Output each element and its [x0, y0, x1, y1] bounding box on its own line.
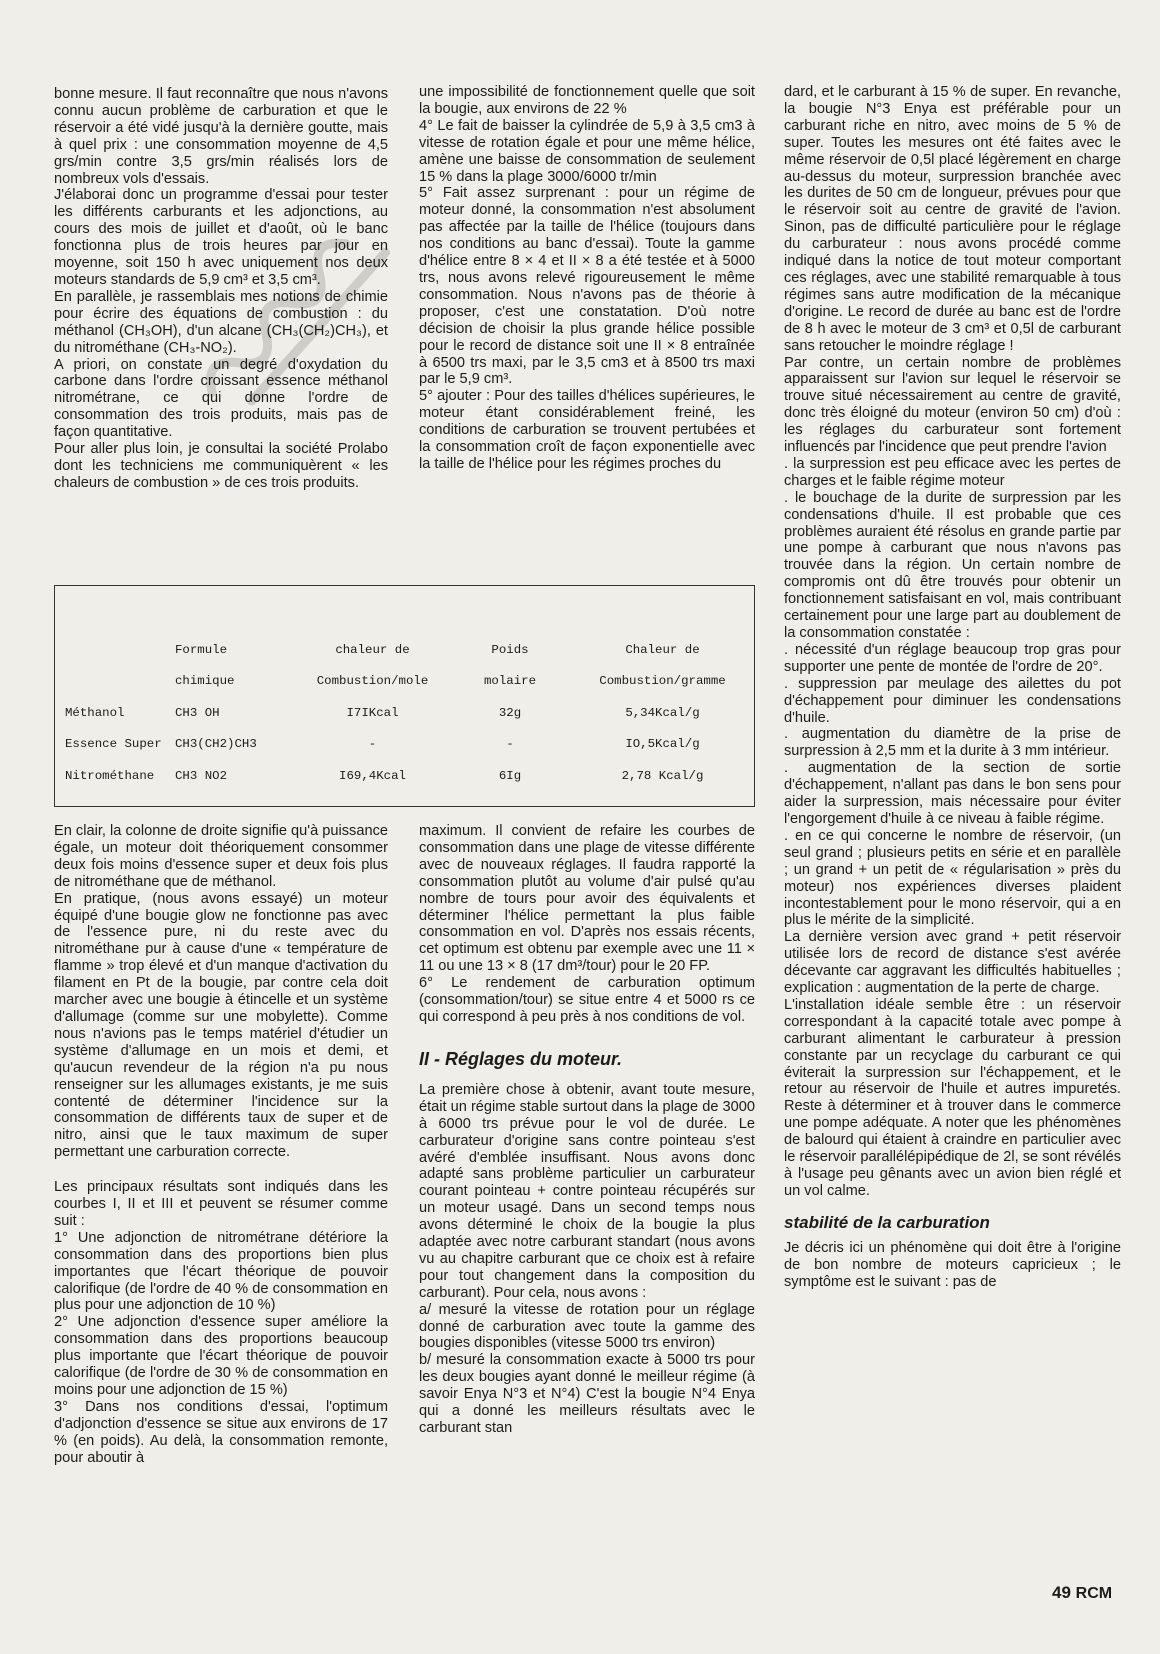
section-heading: II - Réglages du moteur. — [419, 1048, 623, 1069]
paragraph: 6° Le rendement de carburation optimum (consommation/tour) se situe entre 4 et 5000 rs ce qui correspond à peu près à nos conditions de vol. — [419, 975, 755, 1025]
table-header-row — [65, 634, 755, 666]
paragraph: . le bouchage de la durite de surpression par les condensations d'huile. Il est probable que ces problèmes auraient été résolus en grande partie par une pompe à carburant que nous n'avons pas trouvée dans la région. Un certain nombre de compromis ont dû être trouvés pour obtenir un fonctionnement satisfaisant en vol, mais contribuant certainement pour une large part au doublement de la consommation constatée : — [784, 489, 1121, 641]
table-header-cell: Combustion/mole — [316, 674, 429, 689]
column-3 — [784, 84, 1121, 1291]
table-cell: I69,4Kcal — [339, 768, 406, 783]
page-number: 49 — [1052, 1583, 1071, 1602]
paragraph: 5° ajouter : Pour des tailles d'hélices supérieures, le moteur étant considérablement freiné, les conditions de carburation se trouvent pertubées et la consommation croît de façon exponentielle avec la taille de l'hélice pour les régimes proches du — [419, 388, 755, 472]
magazine-name: RCM — [1075, 1585, 1113, 1602]
table-header-cell — [65, 634, 175, 666]
paragraph: J'élaborai donc un programme d'essai pour tester les différents carburants et les adjonctions, au cours des mois de juillet et d'août, où le banc fonctionna plus de trois heures par jour en moyenne, soit 150 h avec uniquement nos deux moteurs standards de 5,9 cm³ et 3,5 cm³. — [54, 187, 388, 288]
paragraph: . augmentation du diamètre de la prise de surpression à 2,5 mm et la durite à 3 mm intérieur. — [784, 726, 1121, 760]
paragraph: A priori, on constate un degré d'oxydation du carbone dans l'ordre croissant essence méthanol nitrométrane, ce qui donne l'ordre de consommation des trois produits, mais pas de façon quantitative. — [54, 356, 388, 441]
paragraph: b/ mesuré la consommation exacte à 5000 trs pour les deux bougies ayant donné le meilleur régime (à savoir Enya N°3 et N°4) C'est la bougie N°4 Enya qui a donné les meilleurs résultats avec le carburant stan — [419, 1352, 755, 1436]
combustion-heat-table — [54, 585, 755, 807]
table-cell: IO,5Kcal/g — [625, 737, 700, 752]
paragraph: En pratique, (nous avons essayé) un moteur équipé d'une bougie glow ne fonctionne pas avec de l'essence pure, ni du reste avec du nitrométhane pur à cause d'une « température de flamme » trop élevé et d'un manque d'activation du filament en Pt de la bougie, par contre cela doit marcher avec une bougie à étincelle et un système d'allumage (comme sur une mobylette). Comme nous n'avions pas le temps matériel d'étudier un système d'allumage en un mois et demi, et qu'aucun revendeur de la région n'a pu nous renseigner sur les allumages existants, je me suis contenté de déterminer l'incidence sur la consommation de différents taux de super et de nitro, ainsi que le taux maximum de super permettant une carburation correcte. — [54, 890, 388, 1161]
table-cell: 2,78 Kcal/g — [621, 768, 704, 783]
paragraph: . suppression par meulage des ailettes du pot d'échappement pour diminuer les condensations d'huile. — [784, 675, 1121, 726]
paragraph: Par contre, un certain nombre de problèmes apparaissent sur l'avion sur lequel le réservoir se trouve situé nécessairement au centre de gravité, donc très éloigné du moteur (environ 50 cm) d'où : les réglages du carburateur sont fortement influencés par l'incidence que peut prendre l'avion — [784, 354, 1121, 456]
table-header-cell: chimique — [175, 674, 235, 689]
paragraph: maximum. Il convient de refaire les courbes de consommation dans une plage de vitesse différente avec de nouveaux réglages. Il faudra rapporté la consommation plutôt au volume d'air pulsé qu'au nombre de tours pour avoir des équivalents et déterminer l'hélice permettant la plus faible consommation en vol. D'après nos essais récents, cet optimum est obtenu par exemple avec une 11 × 11 ou une 13 × 8 (17 dm³/tour) pour le 20 FP. — [419, 823, 755, 975]
column-2-top — [419, 84, 755, 473]
table-cell: Essence Super — [65, 737, 162, 752]
table-row — [65, 729, 755, 761]
table-cell: Nitrométhane — [65, 768, 155, 783]
table-header-row — [65, 666, 755, 698]
table-cell: 5,34Kcal/g — [625, 705, 700, 720]
table-header-cell: molaire — [483, 674, 537, 689]
paragraph: dard, et le carburant à 15 % de super. En revanche, la bougie N°3 Enya est préférable pour un carburant riche en nitro, avec moins de 5 % de super. Toutes les mesures ont été faites avec le même réservoir de 0,5l placé légèrement en charge au-dessus du moteur, surpression branchée avec les durites de 50 cm de longueur, prévues pour que le réservoir soit au centre de gravité de l'avion. Sinon, pas de difficulté particulière pour le réglage du carburateur : nous avons procédé comme indiqué dans la notice de tout moteur comportant ces réglages, avec une stabilité remarquable à tous régimes sans autre modification de la mécanique d'origine. Le record de durée au banc est de l'ordre de 8 h avec le moteur de 3 cm³ et 0,5l de carburant sans retoucher le moindre réglage ! — [784, 84, 1121, 354]
paragraph: 1° Une adjonction de nitrométrane détériore la consommation dans des proportions bien plus importantes que l'écart théorique de pouvoir calorifique (de l'ordre de 40 % de consommation en plus pour une adjonction de 10 %) — [54, 1229, 388, 1314]
table-cell: 32g — [498, 705, 522, 720]
section-heading: stabilité de la carburation — [784, 1212, 990, 1232]
table-header-cell: Chaleur de — [625, 642, 700, 657]
table-header-cell: chaleur de — [335, 642, 410, 657]
table-cell: Méthanol — [65, 705, 125, 720]
paragraph: En parallèle, je rassemblais mes notions de chimie pour écrire des équations de combustion : du méthanol (CH₃OH), d'un alcane (CH₃(CH₂)CH₃), et du nitrométhane (CH₃-NO₂). — [54, 288, 388, 356]
paragraph: 2° Une adjonction d'essence super améliore la consommation dans des proportions beaucoup plus importante que l'écart théorique de pouvoir calorifique (de l'ordre de 30 % de consommation en moins pour une adjonction de 15 %) — [54, 1314, 388, 1398]
column-1-top — [54, 86, 388, 492]
table-cell: I7IKcal — [346, 705, 399, 720]
paragraph: . en ce qui concerne le nombre de réservoir, (un seul grand ; plusieurs petits en série et en parallèle ; un grand + un petit de « régularisation » près du moteur) nos expériences diverses plaident incontestablement pour le mono réservoir, qui a en plus le mérite de la simplicité. — [784, 827, 1121, 929]
table-cell: CH3(CH2)CH3 — [175, 737, 257, 752]
table-header-cell: Formule — [175, 642, 228, 657]
table-row — [65, 697, 755, 729]
paragraph: . augmentation de la section de sortie d'échappement, n'allant pas dans le bon sens pour aider la surpression, mais nécessaire pour éviter l'engorgement d'huile à ce niveau à faible régime. — [784, 760, 1121, 827]
table-header-cell: Poids — [491, 642, 529, 657]
paragraph: 4° Le fait de baisser la cylindrée de 5,9 à 3,5 cm3 à vitesse de rotation égale et pour une même hélice, amène une baisse de consommation de seulement 15 % dans la plage 3000/6000 tr/min — [419, 117, 755, 185]
paragraph: . la surpression est peu efficace avec les pertes de charges et le faible régime moteur — [784, 455, 1121, 489]
table-cell: CH3 NO2 — [175, 768, 228, 783]
paragraph: 3° Dans nos conditions d'essai, l'optimum d'adjonction d'essence se situe aux environs de 17 % (en poids). Au delà, la consommation remonte, pour aboutir à — [54, 1398, 388, 1466]
page-folio — [1052, 1583, 1112, 1603]
column-2-bottom — [419, 823, 755, 1437]
paragraph: une impossibilité de fonctionnement quelle que soit la bougie, aux environs de 22 % — [419, 84, 755, 117]
table-row — [65, 760, 755, 792]
table-cell: - — [368, 737, 377, 752]
paragraph: L'installation idéale semble être : un réservoir correspondant à la capacité totale avec pompe à carburant alimentant le carburateur à pression constante par un recyclage du carburant ce qui éviterait la surpression sur l'échappement, et le retour au réservoir de l'huile et autres impuretés. Reste à déterminer et à trouver dans le commerce une pompe adéquate. A noter que les phénomènes de balourd qui étaient à craindre en particulier avec le réservoir parallélépipédique de 2l, se sont révélés à l'usage peu gênants avec un avion bien réglé et un vol calme. — [784, 996, 1121, 1199]
paragraph: Les principaux résultats sont indiqués dans les courbes I, II et III et peuvent se résumer comme suit : — [54, 1179, 388, 1229]
paragraph: a/ mesuré la vitesse de rotation pour un réglage donné de carburation avec toute la gamme des bougies disponibles (vitesse 5000 trs environ) — [419, 1301, 755, 1352]
paragraph: Je décris ici un phénomène qui doit être à l'origine de bon nombre de moteurs capricieux ; le symptôme est le suivant : pas de — [784, 1239, 1121, 1290]
paragraph: La première chose à obtenir, avant toute mesure, était un régime stable surtout dans la plage de 3000 à 6000 trs prévue pour le vol de durée. Le carburateur d'origine sans contre pointeau s'est avéré d'emblée insuffisant. Nous avons donc adapté sans problème particulier un carburateur courant pointeau + contre pointeau récupérés sur un moteur usagé. Dans un second temps nous avons déterminé le choix de la bougie la plus adaptée avec notre carburant standart (nous avons vu au chapitre carburant que ce choix est à refaire pour tout changement dans la composition du carburant). Pour cela, nous avons : — [419, 1081, 755, 1301]
paragraph: . nécessité d'un réglage beaucoup trop gras pour supporter une pente de montée de l'ordre de 20°. — [784, 641, 1121, 675]
table-cell: CH3 OH — [175, 705, 220, 720]
table-cell: 6Ig — [498, 768, 522, 783]
paragraph: bonne mesure. Il faut reconnaître que nous n'avons connu aucun problème de carburation et que le réservoir a été vidé jusqu'à la dernière goutte, mais à quel prix : une consommation moyenne de 4,5 grs/min contre 3,5 grs/min réalisés lors de nombreux vols d'essais. — [54, 86, 388, 187]
table-header-cell: Combustion/gramme — [599, 674, 726, 689]
table-header-cell — [65, 666, 175, 698]
table-cell: - — [506, 737, 514, 752]
paragraph: En clair, la colonne de droite signifie qu'à puissance égale, un moteur doit théoriquement consommer deux fois moins d'essence super et deux fois plus de nitrométhane que de méthanol. — [54, 823, 388, 890]
column-1-bottom — [54, 823, 388, 1467]
paragraph: La dernière version avec grand + petit réservoir utilisée lors de record de distance s'est avérée décevante car aggravant les difficultés habituelles ; explication : augmentation de la perte de charge. — [784, 929, 1121, 997]
paragraph: 5° Fait assez surprenant : pour un régime de moteur donné, la consommation n'est absolument pas affectée par la taille de l'hélice (toujours dans nos conditions au banc d'essai). Toute la gamme d'hélice entre 8 × 4 et II × 8 a été testée et à 5000 trs, nous avons relevé rigoureusement le même consommation. Nous n'avons pas de théorie à proposer, c'est une constatation. D'où notre décision de choisir la plus grande hélice possible pour le record de distance soit une II × 8 entraînée à 6500 trs maxi, par le 3,5 cm3 et à 8500 trs maxi par le 5,9 cm³. — [419, 185, 755, 388]
paragraph: Pour aller plus loin, je consultai la société Prolabo dont les techniciens me communiquèrent « les chaleurs de combustion » de ces trois produits. — [54, 441, 388, 491]
